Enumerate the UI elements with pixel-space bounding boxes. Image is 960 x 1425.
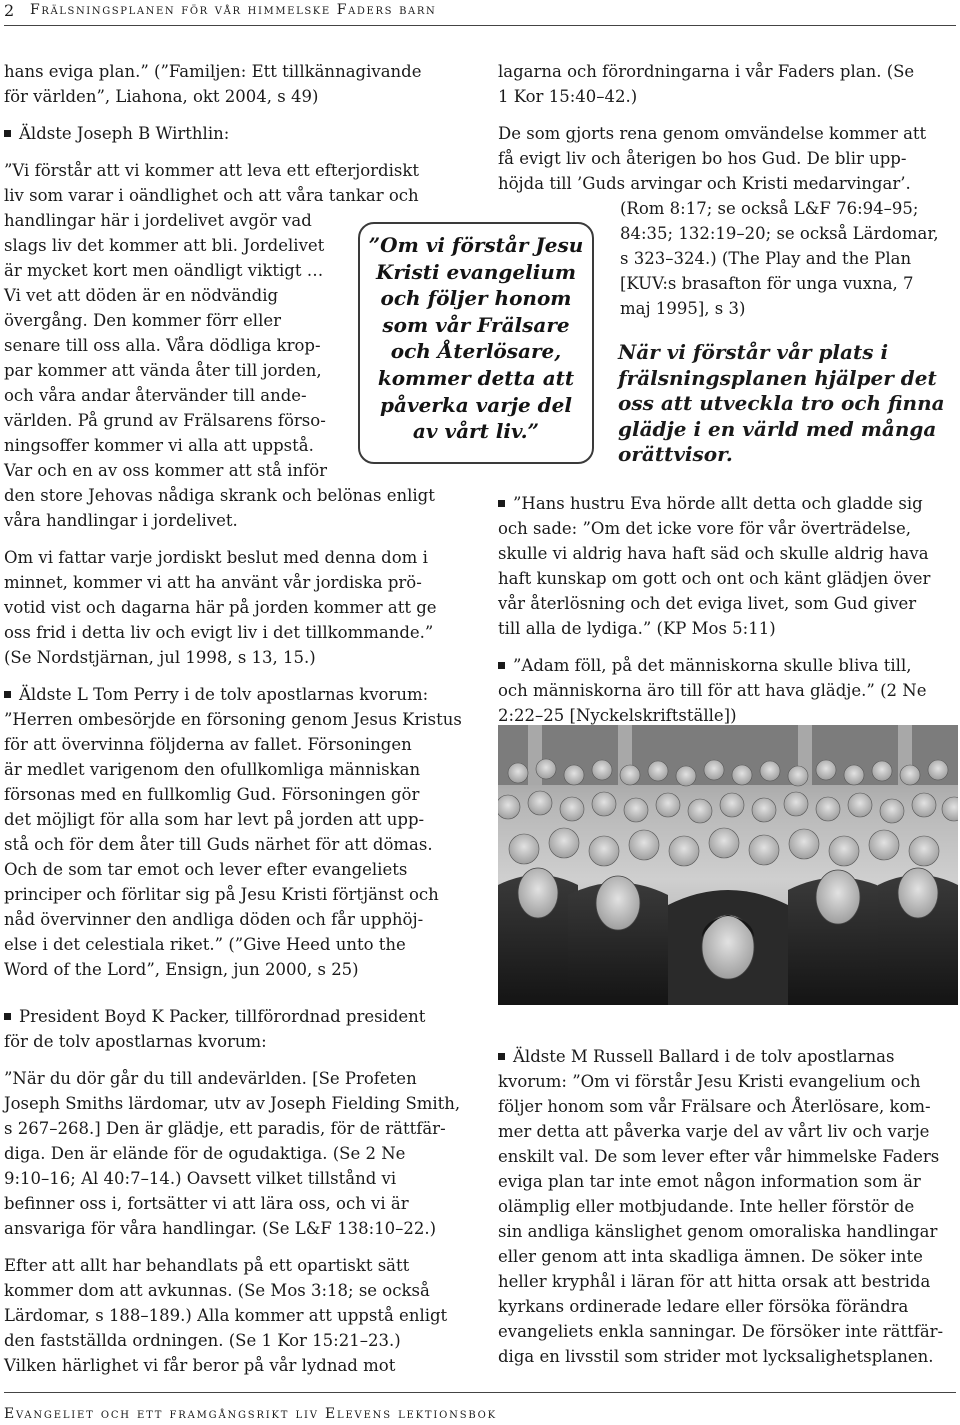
text-line: hans eviga plan.” (”Familjen: Ett tillkännagivande: [4, 62, 422, 81]
text-line: Äldste L Tom Perry i de tolv apostlarnas kvorum:: [4, 682, 460, 707]
text-line: få evigt liv och återigen bo hos Gud. De blir upp-: [498, 149, 907, 168]
text-line: (Se Nordstjärnan, jul 1998, s 13, 15.): [4, 648, 316, 667]
quote-packer: [4, 1004, 460, 1241]
text-line: det möjligt för alla som har levt på jorden att upp-: [4, 810, 425, 829]
speaker-name: Äldste Joseph B Wirthlin:: [19, 124, 230, 143]
text-line: Och de som tar emot och lever efter evangeliets: [4, 860, 408, 879]
group-photo-icon: [498, 725, 958, 1005]
running-header: [4, 0, 960, 28]
footer-rule: [4, 1392, 956, 1393]
text-line: Äldste M Russell Ballard i de tolv apostlarnas: [498, 1044, 956, 1069]
text-line: Lärdomar, s 188–189.) Alla kommer att uppstå enligt: [4, 1306, 448, 1325]
text-line: senare till oss alla. Våra dödliga krop-: [4, 336, 321, 355]
text-line: 1 Kor 15:40–42.): [498, 87, 638, 106]
bullet-eva: [498, 491, 956, 641]
text-line: enskilt val. De som lever efter vår himmelske Faders: [498, 1147, 940, 1166]
quote-perry: [4, 682, 460, 982]
running-title: Frälsningsplanen för vår himmelske Faders barn: [30, 2, 437, 18]
pull-quote-line: och Återlösare,: [390, 339, 562, 364]
text-line: och sade: ”Om det icke vore för vår överträdelse,: [498, 519, 912, 538]
text-line: heller kryphål i läran för att hitta orsak att bestrida: [498, 1272, 931, 1291]
text-line: nåd övervinner den andliga döden och får upphöj-: [4, 910, 424, 929]
text-line: ansvariga för våra handlingar. (Se L&F 138:10–22.): [4, 1219, 437, 1238]
header-rule: [4, 25, 956, 26]
text-line: par kommer att vända åter till jorden,: [4, 361, 322, 380]
text-line: vår återlösning och det eviga livet, som Gud giver: [498, 594, 917, 613]
text-line: s 323–324.) (The Play and the Plan: [620, 249, 912, 268]
text-line: oss frid i detta liv och evigt liv i det tillkommande.”: [4, 623, 434, 642]
text-line: följer honom som vår Frälsare och Återlösare, kom-: [498, 1097, 931, 1116]
text-line: kvorum: ”Om vi förstår Jesu Kristi evangelium och: [498, 1072, 921, 1091]
footer-title: Evangeliet och ett framgångsrikt liv Elevens lektionsbok: [4, 1406, 497, 1422]
bullet-icon: [4, 1013, 11, 1020]
text-line: befinner oss i, fortsätter vi att lära oss, och vi är: [4, 1194, 409, 1213]
text-line: liv som varar i oändlighet och att våra tankar och: [4, 186, 419, 205]
bullet-icon: [4, 130, 11, 137]
text-line: för världen”, Liahona, okt 2004, s 49): [4, 87, 319, 106]
text-line: eviga plan tar inte emot någon information som är: [498, 1172, 921, 1191]
text-line: för de tolv apostlarnas kvorum:: [4, 1032, 267, 1051]
pull-quote-line: kommer detta att: [377, 365, 575, 390]
text-line: eller genom att inta skadliga ämnen. De söker inte: [498, 1247, 923, 1266]
text-line: ”När du dör går du till andevärlden. [Se Profeten: [4, 1069, 417, 1088]
text-line: kyrkans ordinerade ledare eller försöka förändra: [498, 1297, 909, 1316]
callout-line: frälsningsplanen hjälper det: [618, 365, 937, 390]
text-line: lagarna och förordningarna i vår Faders plan. (Se: [498, 62, 915, 81]
bullet-icon: [498, 662, 505, 669]
bullet-icon: [498, 500, 505, 507]
text-line: och människorna äro till för att hava glädje.” (2 Ne: [498, 681, 927, 700]
text-line: Vi vet att döden är en nödvändig: [4, 286, 279, 305]
callout-line: oss att utveckla tro och finna: [618, 391, 945, 415]
text-line: (Rom 8:17; se också L&F 76:94–95;: [620, 199, 919, 218]
text-line: för att övervinna följderna av fallet. Försoningen: [4, 735, 412, 754]
text-line: minnet, kommer vi att ha använt vår jordiska prö-: [4, 573, 422, 592]
text-line: den store Jehovas nådiga skrank och belönas enligt: [4, 486, 435, 505]
text-line: maj 1995], s 3): [620, 299, 746, 318]
text-line: evangeliets enkla sanningar. De försöker inte rättfär-: [498, 1322, 944, 1341]
text-line: Var och en av oss kommer att stå inför: [4, 461, 328, 480]
text-line: else i det celestiala riket.” (”Give Heed unto the: [4, 935, 406, 954]
callout-line: glädje i en värld med många: [618, 416, 937, 441]
pull-quote-line: Kristi evangelium: [375, 259, 577, 284]
text-line: ningsoffer kommer vi alla att uppstå.: [4, 436, 314, 455]
text-line: ”Hans hustru Eva hörde allt detta och gladde sig: [498, 491, 956, 516]
text-line: mer detta att påverka varje del av vårt liv och varje: [498, 1122, 930, 1141]
text-line: Vilken härlighet vi får beror på vår lydnad mot: [4, 1356, 396, 1375]
text-line: våra handlingar i jordelivet.: [4, 511, 238, 530]
text-line: s 267–268.] Den är glädje, ett paradis, för de rättfär-: [4, 1119, 446, 1138]
text-line: ”Adam föll, på det människorna skulle bliva till,: [498, 653, 956, 678]
text-line: President Boyd K Packer, tillförordnad president: [4, 1004, 460, 1029]
pull-quote-line: påverka varje del: [380, 392, 572, 417]
text-line: principer och förlitar sig på Jesu Kristi förtjänst och: [4, 885, 439, 904]
text-line: världen. På grund av Frälsarens förso-: [4, 411, 326, 430]
text-line: Word of the Lord”, Ensign, jun 2000, s 25): [4, 960, 359, 979]
text-line: De som gjorts rena genom omvändelse kommer att: [498, 124, 927, 143]
text-line: [KUV:s brasafton för unga vuxna, 7: [620, 274, 914, 293]
pull-quote-line: av vårt liv.”: [412, 419, 540, 444]
text-line: Joseph Smiths lärdomar, utv av Joseph Fielding Smith,: [4, 1094, 461, 1113]
paragraph-dom: [4, 545, 460, 670]
group-photo: [498, 725, 958, 1005]
text-line: övergång. Den kommer förr eller: [4, 311, 282, 330]
paragraph-dom-avkunnas: [4, 1253, 460, 1378]
text-line: den fastställda ordningen. (Se 1 Kor 15:21–23.): [4, 1331, 401, 1350]
text-line: till alla de lydiga.” (KP Mos 5:11): [498, 619, 776, 638]
text-line: skulle vi aldrig hava haft säd och skulle aldrig hava: [498, 544, 929, 563]
pull-quote-line: och följer honom: [380, 286, 572, 311]
text-line: diga en livsstil som strider mot lycksalighetsplanen.: [498, 1347, 934, 1366]
text-line: Efter att allt har behandlats på ett opartiskt sätt: [4, 1256, 410, 1275]
text-line: försonas med en fullkomlig Gud. Försoningen gör: [4, 785, 420, 804]
text-line: 2:22–25 [Nyckelskriftställe]): [498, 706, 737, 725]
text-line: är mycket kort men oändligt viktigt …: [4, 261, 324, 280]
bullet-icon: [4, 691, 11, 698]
callout-line: orättvisor.: [618, 442, 733, 466]
text-line: votid vist och dagarna här på jorden kommer att ge: [4, 598, 437, 617]
text-line: stå och för dem åter till Guds närhet för att dömas.: [4, 835, 433, 854]
text-line: kommer dom att avkunnas. (Se Mos 3:18; se också: [4, 1281, 430, 1300]
quote-ballard: [498, 1044, 956, 1369]
pull-quote-line: som vår Frälsare: [382, 312, 570, 337]
text-line: olämplig eller motbjudande. Inte heller förstör de: [498, 1197, 915, 1216]
text-line: Om vi fattar varje jordiskt beslut med denna dom i: [4, 548, 428, 567]
bullet-adam: [498, 653, 956, 728]
text-line: slags liv det kommer att bli. Jordelivet: [4, 236, 325, 255]
pull-quote-line: ”Om vi förstår Jesu: [368, 233, 584, 257]
text-line: diga. Den är elände för de ogudaktiga. (Se 2 Ne: [4, 1144, 406, 1163]
text-line: 9:10–16; Al 40:7–14.) Oavsett vilket tillstånd vi: [4, 1169, 397, 1188]
text-line: höjda till ’Guds arvingar och Kristi medarvingar’.: [498, 174, 911, 193]
text-line: haft kunskap om gott och ont och känt glädjen över: [498, 569, 931, 588]
text-line: 84:35; 132:19–20; se också Lärdomar,: [620, 224, 939, 243]
callout-text: [618, 340, 958, 468]
text-line: sin andliga känslighet genom omoraliska handlingar: [498, 1222, 938, 1241]
running-footer: [4, 1392, 956, 1422]
pull-quote: [358, 222, 594, 464]
speaker-line: [4, 121, 460, 146]
text-line: handlingar här i jordelivet avgör vad: [4, 211, 312, 230]
paragraph-lagarna: [498, 59, 956, 109]
callout-line: När vi förstår vår plats i: [618, 340, 889, 364]
bullet-icon: [498, 1053, 505, 1060]
text-line: ”Vi förstår att vi kommer att leva ett efterjordiskt: [4, 161, 419, 180]
page-number: 2: [4, 1, 15, 20]
text-line: är medlet varigenom den ofullkomliga människan: [4, 760, 421, 779]
text-line: och våra andar återvänder till ande-: [4, 386, 307, 405]
text-line: ”Herren ombesörjde en försoning genom Jesus Kristus: [4, 710, 462, 729]
paragraph-familjen: [4, 59, 460, 109]
